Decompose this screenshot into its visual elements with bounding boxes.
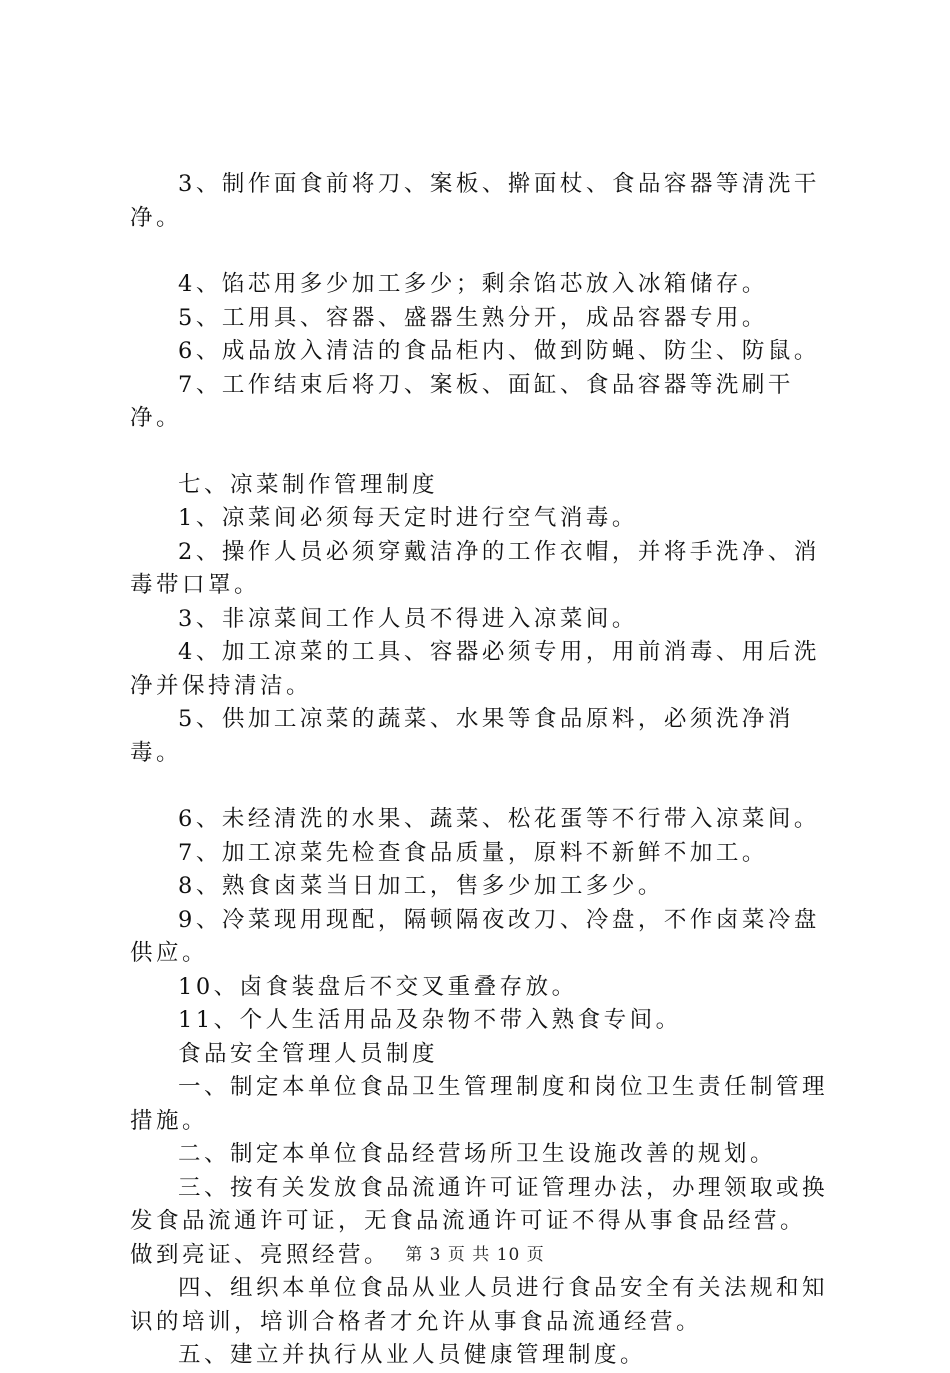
page-footer: 第 3 页 共 10 页 bbox=[405, 1245, 545, 1265]
paragraph: 7、加工凉菜先检查食品质量，原料不新鲜不加工。 bbox=[178, 839, 768, 866]
paragraph: 二、制定本单位食品经营场所卫生设施改善的规划。 bbox=[178, 1141, 777, 1167]
section-heading: 七、凉菜制作管理制度 bbox=[178, 471, 439, 498]
paragraph: 5、供加工凉菜的蔬菜、水果等食品原料，必须洗净消毒。 bbox=[130, 706, 794, 766]
paragraph: 3、非凉菜间工作人员不得进入凉菜间。 bbox=[178, 605, 638, 632]
paragraph: 7、工作结束后将刀、案板、面缸、食品容器等洗刷干净。 bbox=[130, 371, 794, 431]
paragraph: 一、制定本单位食品卫生管理制度和岗位卫生责任制管理措施。 bbox=[130, 1074, 829, 1134]
document-body bbox=[130, 168, 830, 1373]
paragraph: 4、馅芯用多少加工多少；剩余馅芯放入冰箱储存。 bbox=[178, 271, 768, 297]
paragraph: 4、加工凉菜的工具、容器必须专用，用前消毒、用后洗净并保持清洁。 bbox=[130, 639, 820, 699]
paragraph: 6、未经清洗的水果、蔬菜、松花蛋等不行带入凉菜间。 bbox=[178, 806, 820, 832]
paragraph: 11、个人生活用品及杂物不带入熟食专间。 bbox=[178, 1007, 682, 1033]
paragraph: 三、按有关发放食品流通许可证管理办法，办理领取或换发食品流通许可证，无食品流通许可证不得从事食品经营。做到亮证、亮照经营。 bbox=[130, 1174, 829, 1268]
paragraph: 五、建立并执行从业人员健康管理制度。 bbox=[178, 1342, 647, 1368]
section-heading: 食品安全管理人员制度 bbox=[178, 1040, 439, 1067]
paragraph: 10、卤食装盘后不交叉重叠存放。 bbox=[178, 973, 578, 1000]
paragraph: 5、工用具、容器、盛器生熟分开，成品容器专用。 bbox=[178, 304, 768, 331]
paragraph: 1、凉菜间必须每天定时进行空气消毒。 bbox=[178, 505, 638, 531]
paragraph: 6、成品放入清洁的食品柜内、做到防蝇、防尘、防鼠。 bbox=[178, 338, 820, 364]
paragraph: 3、制作面食前将刀、案板、擀面杖、食品容器等清洗干净。 bbox=[130, 171, 820, 231]
paragraph: 2、操作人员必须穿戴洁净的工作衣帽，并将手洗净、消毒带口罩。 bbox=[130, 538, 820, 598]
paragraph: 8、熟食卤菜当日加工，售多少加工多少。 bbox=[178, 873, 664, 899]
paragraph: 9、冷菜现用现配，隔顿隔夜改刀、冷盘，不作卤菜冷盘供应。 bbox=[130, 906, 820, 966]
paragraph: 四、组织本单位食品从业人员进行食品安全有关法规和知识的培训，培训合格者才允许从事食品流通经营。 bbox=[130, 1275, 829, 1335]
